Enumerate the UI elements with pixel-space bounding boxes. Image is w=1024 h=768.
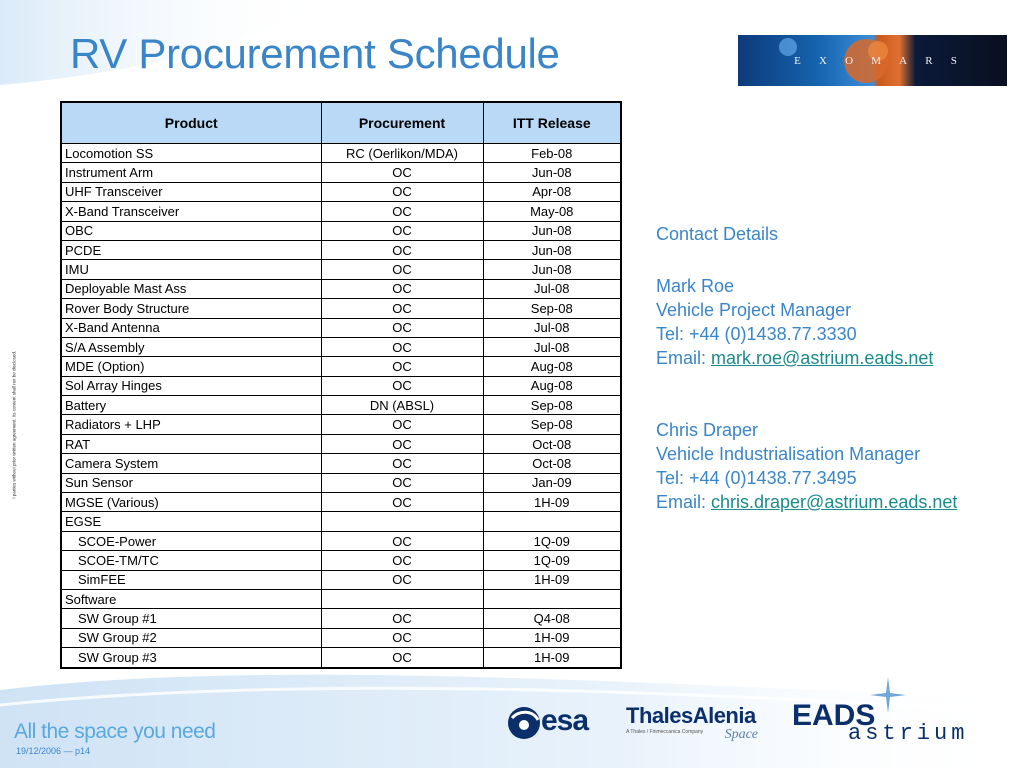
cell-procurement: OC (321, 415, 483, 434)
cell-product: Deployable Mast Ass (61, 279, 321, 298)
table-row (61, 531, 621, 550)
cell-procurement: OC (321, 531, 483, 550)
cell-product: Locomotion SS (61, 144, 321, 163)
cell-itt-release (483, 512, 621, 531)
cell-product: RAT (61, 434, 321, 453)
cell-product: S/A Assembly (61, 337, 321, 356)
cell-product: SimFEE (61, 570, 321, 589)
cell-itt-release: Jun-08 (483, 240, 621, 259)
cell-itt-release: Jul-08 (483, 279, 621, 298)
exomars-letter: A (899, 54, 910, 67)
table-row (61, 396, 621, 415)
cell-procurement: OC (321, 260, 483, 279)
exomars-letter: R (925, 54, 935, 67)
table-row (61, 260, 621, 279)
cell-procurement: RC (Oerlikon/MDA) (321, 144, 483, 163)
table-row (61, 473, 621, 492)
cell-procurement (321, 589, 483, 608)
tagline: All the space you need (14, 720, 216, 743)
cell-itt-release: Q4-08 (483, 609, 621, 628)
thales-alenia-space-logo (626, 705, 766, 749)
cell-itt-release: Oct-08 (483, 434, 621, 453)
cell-product: Instrument Arm (61, 163, 321, 182)
procurement-schedule-table (60, 101, 622, 669)
table-row (61, 299, 621, 318)
cell-product: OBC (61, 221, 321, 240)
contact-heading: Contact Details (656, 224, 779, 244)
thales-subtitle: A Thales / Finmeccanica Company (626, 729, 704, 735)
cell-procurement: OC (321, 454, 483, 473)
cell-product: Camera System (61, 454, 321, 473)
table-row (61, 357, 621, 376)
cell-itt-release: Apr-08 (483, 182, 621, 201)
contact-tel: Tel: +44 (0)1438.77.3495 (656, 468, 857, 488)
cell-procurement: OC (321, 318, 483, 337)
exomars-letter: M (871, 54, 883, 67)
table-row (61, 589, 621, 608)
cell-procurement: OC (321, 299, 483, 318)
table-row (61, 279, 621, 298)
cell-procurement: OC (321, 202, 483, 221)
header-itt-release: ITT Release (483, 102, 621, 144)
eads-astrium-logo (790, 675, 1000, 745)
cell-itt-release: Jul-08 (483, 318, 621, 337)
header-product: Product (61, 102, 321, 144)
cell-procurement: OC (321, 357, 483, 376)
exomars-logo (738, 35, 1007, 86)
thales-space-word: Space (724, 727, 758, 742)
cell-itt-release: Oct-08 (483, 454, 621, 473)
cell-itt-release: Jul-08 (483, 337, 621, 356)
email-link[interactable]: mark.roe@astrium.eads.net (711, 348, 934, 368)
cell-product: SW Group #2 (61, 628, 321, 647)
cell-product: IMU (61, 260, 321, 279)
cell-itt-release: 1H-09 (483, 648, 621, 668)
table-row (61, 570, 621, 589)
cell-itt-release: 1H-09 (483, 570, 621, 589)
cell-procurement: OC (321, 240, 483, 259)
contact-role: Vehicle Project Manager (656, 300, 852, 320)
cell-product: Radiators + LHP (61, 415, 321, 434)
cell-product: MDE (Option) (61, 357, 321, 376)
cell-itt-release: 1Q-09 (483, 551, 621, 570)
cell-procurement: OC (321, 570, 483, 589)
cell-itt-release: Aug-08 (483, 376, 621, 395)
cell-procurement: OC (321, 337, 483, 356)
cell-product: SCOE-TM/TC (61, 551, 321, 570)
footer-date-page: 19/12/2006 — p14 (16, 746, 91, 756)
cell-procurement: OC (321, 473, 483, 492)
cell-itt-release: Feb-08 (483, 144, 621, 163)
cell-itt-release: 1H-09 (483, 628, 621, 647)
table-row (61, 337, 621, 356)
cell-itt-release: Jun-08 (483, 221, 621, 240)
cell-product: X-Band Transceiver (61, 202, 321, 221)
cell-procurement: OC (321, 434, 483, 453)
cell-itt-release: Aug-08 (483, 357, 621, 376)
cell-itt-release: Jun-08 (483, 163, 621, 182)
confidentiality-note: l parties without prior written agreement. Its content shall not be disclosed. (11, 350, 17, 499)
cell-itt-release: May-08 (483, 202, 621, 221)
table-row (61, 318, 621, 337)
cell-itt-release: 1Q-09 (483, 531, 621, 550)
thales-wordmark: ThalesAlenia (626, 703, 756, 728)
contact-name: Chris Draper (656, 420, 759, 440)
contact-tel: Tel: +44 (0)1438.77.3330 (656, 324, 857, 344)
table-row (61, 144, 621, 163)
table-body (61, 144, 621, 668)
cell-itt-release: Sep-08 (483, 396, 621, 415)
header-procurement: Procurement (321, 102, 483, 144)
exomars-letter: X (818, 54, 829, 67)
table-row (61, 182, 621, 201)
contact-email-line (656, 490, 1016, 514)
cell-procurement: OC (321, 493, 483, 512)
cell-itt-release: 1H-09 (483, 493, 621, 512)
cell-product: PCDE (61, 240, 321, 259)
table-row (61, 609, 621, 628)
cell-procurement: OC (321, 279, 483, 298)
table-row (61, 454, 621, 473)
cell-procurement: OC (321, 609, 483, 628)
table-row (61, 551, 621, 570)
contact-email-line (656, 346, 1016, 370)
cell-product: SCOE-Power (61, 531, 321, 550)
cell-product: Rover Body Structure (61, 299, 321, 318)
cell-product: MGSE (Various) (61, 493, 321, 512)
contact-name: Mark Roe (656, 276, 735, 296)
cell-procurement: OC (321, 376, 483, 395)
cell-product: Battery (61, 396, 321, 415)
table-row (61, 202, 621, 221)
cell-itt-release (483, 589, 621, 608)
cell-procurement: OC (321, 648, 483, 668)
table-row (61, 434, 621, 453)
table-row (61, 493, 621, 512)
cell-product: UHF Transceiver (61, 182, 321, 201)
astrium-wordmark: astrium (848, 721, 969, 746)
contact-details (656, 222, 1016, 514)
cell-product: SW Group #1 (61, 609, 321, 628)
exomars-letter: O (845, 54, 856, 67)
table-header-row (61, 102, 621, 144)
eads-wordmark: EADS (792, 699, 876, 732)
cell-product: Sol Array Hinges (61, 376, 321, 395)
exomars-letter: S (950, 54, 959, 67)
table-row (61, 240, 621, 259)
cell-product: X-Band Antenna (61, 318, 321, 337)
esa-wordmark: esa (541, 704, 589, 737)
cell-itt-release: Sep-08 (483, 299, 621, 318)
cell-procurement: OC (321, 551, 483, 570)
cell-product: Software (61, 589, 321, 608)
cell-procurement: OC (321, 628, 483, 647)
cell-procurement: OC (321, 182, 483, 201)
table-row (61, 221, 621, 240)
cell-procurement: DN (ABSL) (321, 396, 483, 415)
cell-itt-release: Jun-08 (483, 260, 621, 279)
table-row (61, 163, 621, 182)
esa-logo (505, 700, 610, 744)
cell-procurement (321, 512, 483, 531)
esa-emblem-icon (507, 706, 541, 740)
cell-product: Sun Sensor (61, 473, 321, 492)
contact-role: Vehicle Industrialisation Manager (656, 444, 921, 464)
cell-product: SW Group #3 (61, 648, 321, 668)
table-row (61, 628, 621, 647)
email-link[interactable]: chris.draper@astrium.eads.net (711, 492, 958, 512)
email-label: Email: (656, 348, 712, 368)
table-row (61, 512, 621, 531)
cell-itt-release: Sep-08 (483, 415, 621, 434)
cell-product: EGSE (61, 512, 321, 531)
table-row (61, 415, 621, 434)
exomars-wordmark (738, 35, 1007, 86)
table-row (61, 376, 621, 395)
cell-procurement: OC (321, 163, 483, 182)
table-row (61, 648, 621, 668)
page-title: RV Procurement Schedule (70, 30, 560, 77)
cell-itt-release: Jan-09 (483, 473, 621, 492)
email-label: Email: (656, 492, 712, 512)
cell-procurement: OC (321, 221, 483, 240)
exomars-letter: E (794, 54, 803, 67)
